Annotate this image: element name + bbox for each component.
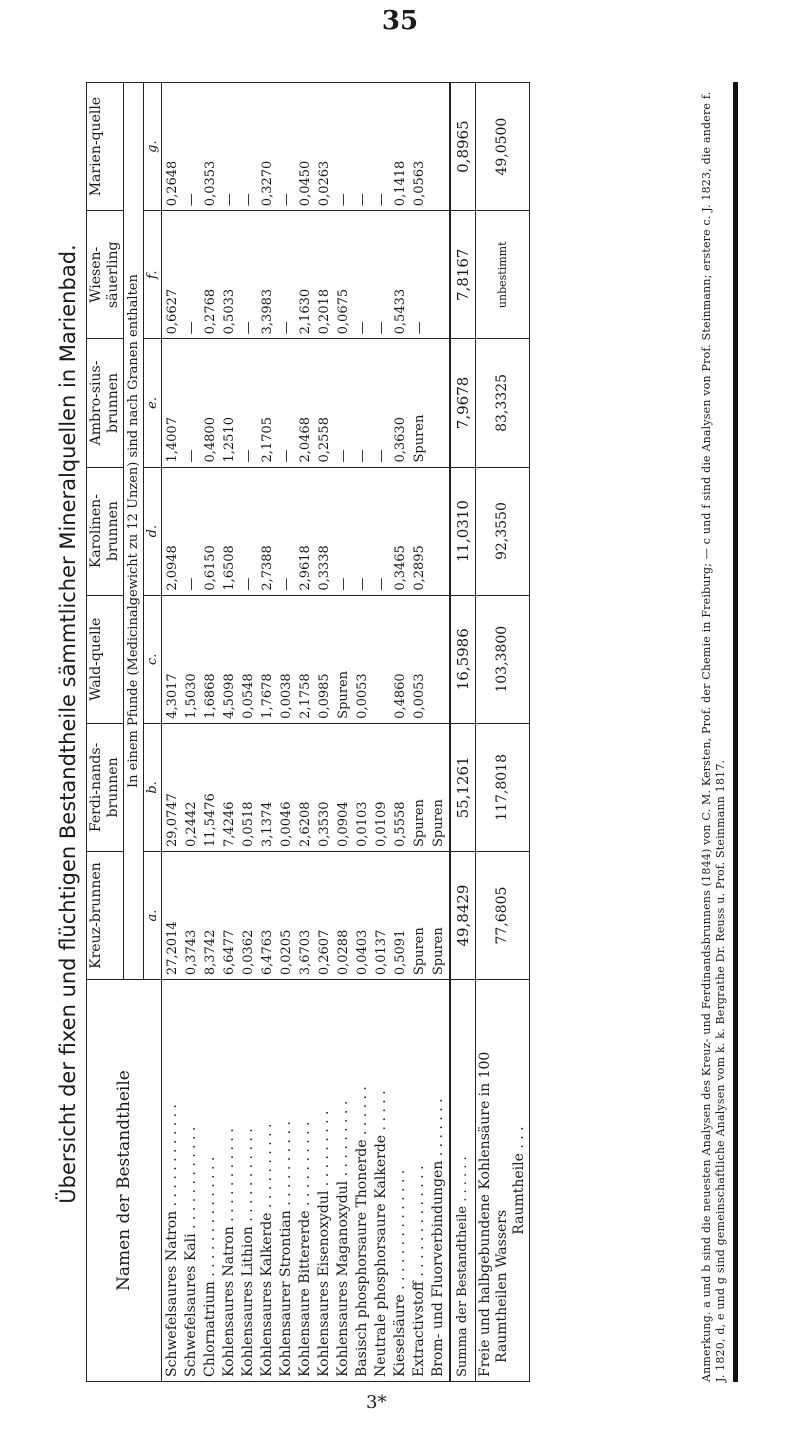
constituent-value: 0,0053 — [355, 673, 370, 719]
spring-values — [162, 723, 451, 851]
constituent-value: 0,2442 — [184, 801, 199, 847]
constituent-value: 0,3338 — [317, 545, 332, 591]
constituent-value: — — [184, 449, 199, 463]
constituent-value: — — [374, 577, 389, 591]
constituent-value: — — [241, 193, 256, 207]
constituents-body — [162, 83, 451, 1382]
constituent-value: 0,0137 — [374, 929, 389, 976]
spring-values — [162, 467, 451, 595]
constituent-value: 0,0450 — [298, 160, 313, 207]
constituent-name: Kohlensaures Maganoxydul . . . . . . . . . — [335, 1100, 351, 1377]
constituent-value: 2,7388 — [260, 545, 275, 591]
carbonic-acid-value: 83,3325 — [476, 339, 530, 467]
column-letter: e. — [144, 339, 162, 467]
constituent-value: Spuren — [412, 414, 427, 463]
carbonic-acid-value: 92,3550 — [476, 467, 530, 595]
sum-row — [450, 83, 476, 1382]
constituent-value: 0,5433 — [393, 288, 408, 335]
constituent-value: Spuren — [412, 927, 427, 976]
column-letter: f. — [144, 211, 162, 339]
carbonic-acid-value: unbestimmt — [476, 211, 530, 339]
constituent-value: 0,2607 — [317, 929, 332, 976]
sum-label: Summa der Bestandtheile . . . . . . — [450, 980, 476, 1382]
constituent-value: 4,3017 — [165, 673, 180, 719]
constituent-value: — — [374, 321, 389, 335]
constituent-value: 0,2895 — [412, 545, 427, 591]
constituent-value: 1,2510 — [222, 417, 237, 463]
constituent-value: 6,4763 — [260, 929, 275, 976]
sum-value: 11,0310 — [450, 467, 476, 595]
column-letter: a. — [144, 851, 162, 979]
column-letter: g. — [144, 83, 162, 211]
constituent-value: 0,5558 — [393, 801, 408, 847]
constituent-value: 2,1705 — [260, 417, 275, 463]
constituent-value: — — [279, 449, 294, 463]
constituent-value: — — [336, 577, 351, 591]
constituent-value: 0,0205 — [279, 929, 294, 976]
sum-value: 7,9678 — [450, 339, 476, 467]
spring-values — [162, 83, 451, 211]
constituent-name: Kohlensaures Lithion . . . . . . . . . . . — [240, 1128, 256, 1377]
sum-value: 0,8965 — [450, 83, 476, 211]
constituent-value: 11,5476 — [203, 793, 218, 847]
header-row — [87, 83, 124, 1382]
unit-note: In einem Pfunde (Medicinalgewicht zu 12 Unzen) sind nach Granen enthalten — [124, 83, 144, 980]
constituent-value: 0,0053 — [412, 673, 427, 719]
constituent-value: — — [374, 193, 389, 207]
spring-header: Kreuz-brunnen — [87, 851, 124, 979]
constituent-name: Basisch phosphorsaure Thonerde . . . . . . — [354, 1086, 370, 1377]
spring-values — [162, 851, 451, 979]
constituent-value: 0,3743 — [184, 929, 199, 976]
spring-header: Karolinen-brunnen — [87, 467, 124, 595]
spring-header: Ferdi-nands-brunnen — [87, 723, 124, 851]
constituent-value: — — [184, 193, 199, 207]
constituent-value: 0,5091 — [393, 929, 408, 976]
constituent-name: Chlornatrium . . . . . . . . . . . . . . — [202, 1156, 218, 1377]
constituent-value: 0,2558 — [317, 417, 332, 463]
constituent-value: 4,5098 — [222, 673, 237, 719]
constituent-value: 27,2014 — [165, 921, 180, 976]
signature-mark: 3* — [366, 1392, 387, 1413]
constituent-name: Neutrale phosphorsaure Kalkerde . . . . . — [373, 1090, 389, 1377]
spring-header: Wald-quelle — [87, 595, 124, 723]
constituent-value: 0,5033 — [222, 288, 237, 335]
constituent-value: 1,7678 — [260, 673, 275, 719]
constituent-value: — — [222, 193, 237, 207]
constituent-value: 0,0563 — [412, 160, 427, 207]
constituent-value: 7,4246 — [222, 801, 237, 847]
constituent-value: 0,2018 — [317, 288, 332, 335]
constituent-name: Kohlensaures Kalkerde . . . . . . . . . . — [259, 1123, 275, 1377]
constituent-value: Spuren — [431, 799, 446, 847]
constituent-name: Kohlensaures Eisenoxydul . . . . . . . . . — [316, 1110, 332, 1377]
spring-values — [162, 339, 451, 467]
constituent-name: Extractivstoff . . . . . . . . . . . . . — [411, 1165, 427, 1377]
constituent-value: 29,0747 — [165, 793, 180, 847]
name-column-header: Namen der Bestandtheile — [87, 980, 162, 1382]
constituent-value: 0,0263 — [317, 160, 332, 207]
constituent-value: 0,0403 — [355, 929, 370, 976]
constituent-name: Kohlensaurer Strontian . . . . . . . . . . — [278, 1121, 294, 1377]
constituent-value: 0,0288 — [336, 929, 351, 976]
constituent-value: 0,0353 — [203, 160, 218, 207]
constituent-value: — — [374, 449, 389, 463]
carbonic-acid-label-line: Raumtheilen Wassers — [494, 1209, 510, 1363]
constituent-value: 8,3742 — [203, 929, 218, 976]
constituent-value: 2,1630 — [298, 288, 313, 335]
constituent-value: 2,0948 — [165, 545, 180, 591]
constituent-name: Kieselsäure . . . . . . . . . . . . . . — [392, 1169, 408, 1377]
constituent-value: 0,0362 — [241, 929, 256, 976]
constituent-name: Schwefelsaures Natron . . . . . . . . . . . . — [164, 1104, 180, 1377]
constituent-value: 3,3983 — [260, 288, 275, 335]
carbonic-acid-label — [476, 980, 530, 1382]
constituent-value: 3,6703 — [298, 929, 313, 976]
spring-values — [162, 595, 451, 723]
constituent-value: 0,0103 — [355, 801, 370, 847]
constituent-value: 1,5030 — [184, 673, 199, 719]
constituent-value: — — [279, 193, 294, 207]
constituent-value: 0,0904 — [336, 801, 351, 847]
constituent-value — [429, 343, 448, 462]
page-number: 35 — [381, 6, 419, 36]
constituent-value: — — [241, 449, 256, 463]
carbonic-acid-value: 49,0500 — [476, 83, 530, 211]
constituent-value: 1,6508 — [222, 545, 237, 591]
constituent-value: 0,3465 — [393, 545, 408, 591]
constituent-value: 0,6627 — [165, 288, 180, 335]
column-letter: d. — [144, 467, 162, 595]
spring-header: Marien-quelle — [87, 83, 124, 211]
bottom-rule — [733, 82, 738, 1382]
column-letter: c. — [144, 595, 162, 723]
constituent-value: 0,0109 — [374, 801, 389, 847]
spring-header: Ambro-sius-brunnen — [87, 339, 124, 467]
constituent-value: — — [355, 193, 370, 207]
constituent-value: Spuren — [412, 799, 427, 847]
constituent-value: 1,6868 — [203, 673, 218, 719]
constituent-value: 1,4007 — [165, 417, 180, 463]
carbonic-acid-value: 117,8018 — [476, 723, 530, 851]
spring-values — [162, 211, 451, 339]
constituent-name: Schwefelsaures Kali . . . . . . . . . . . . — [183, 1126, 199, 1377]
constituent-value: 2,0468 — [298, 417, 313, 463]
constituent-value: 0,3270 — [260, 160, 275, 207]
constituent-value: 6,6477 — [222, 929, 237, 976]
sum-value: 7,8167 — [450, 211, 476, 339]
constituent-name: Kohlensaures Natron . . . . . . . . . . . — [221, 1128, 237, 1377]
constituent-value: — — [279, 577, 294, 591]
constituent-value: 0,2768 — [203, 288, 218, 335]
spring-header: Wiesen-säuerling — [87, 211, 124, 339]
constituent-value: — — [355, 577, 370, 591]
constituent-value: 0,3630 — [393, 417, 408, 463]
constituent-value: 2,1758 — [298, 673, 313, 719]
carbonic-acid-row — [476, 83, 530, 1382]
constituent-value: 2,6208 — [298, 801, 313, 847]
constituent-value: 0,0038 — [279, 673, 294, 719]
constituent-value: 0,4800 — [203, 417, 218, 463]
constituent-value: 3,1374 — [260, 801, 275, 847]
constituent-value: 0,4860 — [393, 673, 408, 719]
constituent-value — [429, 600, 448, 719]
constituent-value: 0,1418 — [393, 160, 408, 207]
constituent-value: 0,6150 — [203, 545, 218, 591]
constituent-value: — — [355, 449, 370, 463]
carbonic-acid-value: 103,3800 — [476, 595, 530, 723]
constituent-value: — — [412, 321, 427, 335]
constituent-value: 0,0518 — [241, 801, 256, 847]
constituent-value: Spuren — [431, 927, 446, 976]
constituent-value: — — [336, 449, 351, 463]
carbonic-acid-label-line: Raumtheile . . . — [511, 1126, 527, 1235]
sum-value: 55,1261 — [450, 723, 476, 851]
constituent-value: 0,0675 — [336, 288, 351, 335]
constituent-value — [429, 87, 448, 206]
column-letter: b. — [144, 723, 162, 851]
constituent-name: Brom- und Fluorverbindungen . . . . . . . — [430, 1098, 446, 1377]
constituent-value: — — [241, 577, 256, 591]
sum-value: 49,8429 — [450, 851, 476, 979]
carbonic-acid-label-line: Freie und halbgebundene Kohlensäure in 100 — [477, 1051, 493, 1377]
constituent-names — [162, 980, 451, 1382]
constituent-value: 2,9618 — [298, 545, 313, 591]
table-title: Übersicht der fixen und flüchtigen Bestandtheile sämmtlicher Mineralquellen in Marienbad. — [56, 244, 80, 1204]
footnote: Anmerkung. a und b sind die neuesten Analysen des Kreuz- und Ferdinandsbrunnens (1844) von C. M. Kersten, Prof. der Chemie in Freiburg; — c und f sind die Analysen von Prof. Steinmann; erstere c. J. 1823, die andere f. J. 1820, d, e und g sind gemeinschaftliche Analysen vom k. k. Bergrathe Dr. Reuss u. Prof. Steinmann 1817. — [700, 91, 727, 1382]
constituent-value — [429, 472, 448, 591]
constituent-name: Kohlensaure Bittererde . . . . . . . . . . — [297, 1121, 313, 1377]
constituent-value: — — [184, 321, 199, 335]
constituent-value: — — [355, 321, 370, 335]
constituent-value: 0,0985 — [317, 673, 332, 719]
constituent-value: — — [279, 321, 294, 335]
constituent-value: Spuren — [336, 670, 351, 719]
constituent-value: 0,0548 — [241, 673, 256, 719]
constituent-value: 0,0046 — [279, 801, 294, 847]
mineral-springs-table — [86, 82, 530, 1382]
constituent-value: — — [184, 577, 199, 591]
sum-value: 16,5986 — [450, 595, 476, 723]
constituent-value: — — [336, 193, 351, 207]
constituent-value: 0,3530 — [317, 801, 332, 847]
carbonic-acid-value: 77,6805 — [476, 851, 530, 979]
constituent-value — [429, 215, 448, 334]
constituent-value — [372, 600, 391, 719]
constituent-value: 0,2648 — [165, 160, 180, 207]
constituent-value: — — [241, 321, 256, 335]
